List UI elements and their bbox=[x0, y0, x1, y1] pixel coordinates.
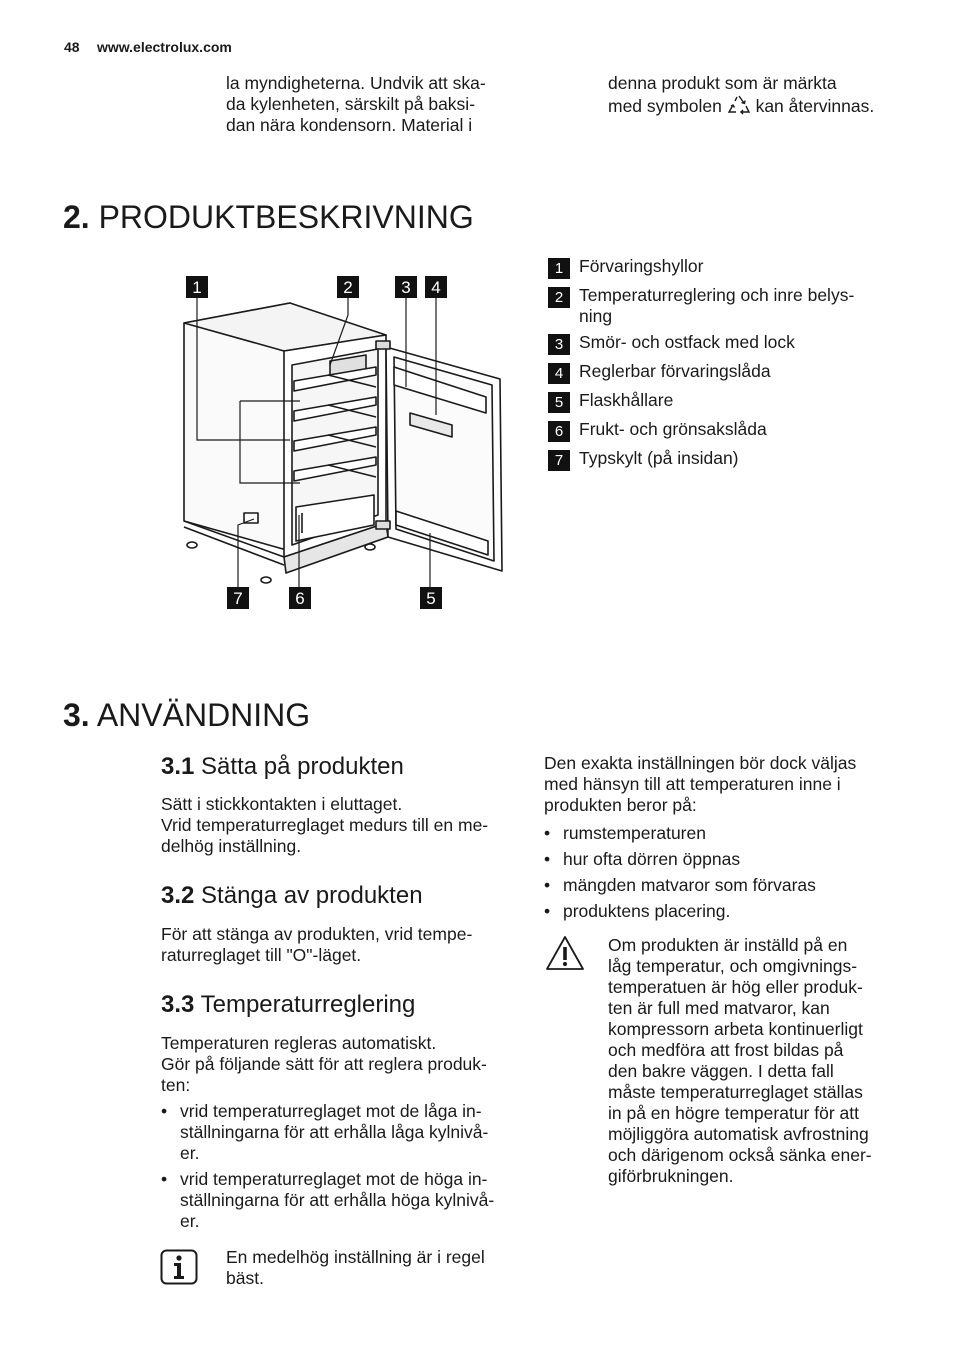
callout-5: 5 bbox=[420, 587, 442, 609]
subsection-3-1-heading: 3.1 Sätta på produkten bbox=[161, 753, 404, 780]
intro-right-text: denna produkt som är märkta med symbolen kan återvinnas. bbox=[608, 73, 875, 116]
subsection-3-2-heading: 3.2 Stänga av produkten bbox=[161, 882, 423, 909]
subsection-3-3-heading: 3.3 Temperaturreglering bbox=[161, 991, 416, 1018]
subsection-3-2-text: För att stänga av produkten, vrid tempe- raturreglaget till "O"-läget. bbox=[161, 924, 473, 965]
page-number: 48 bbox=[64, 39, 80, 55]
warning-icon bbox=[545, 935, 585, 971]
callout-1: 1 bbox=[186, 276, 208, 298]
section-3-heading: 3. ANVÄNDNING bbox=[63, 697, 311, 733]
right-column-text: Den exakta inställningen bör dock väljas med hänsyn till att temperaturen inne i produkten beror på: bbox=[544, 753, 857, 815]
section-2-heading: 2. PRODUKTBESKRIVNING bbox=[63, 199, 474, 235]
info-note: En medelhög inställning är i regel bäst. bbox=[226, 1247, 485, 1288]
fridge-illustration bbox=[180, 275, 520, 615]
subsection-3-1-text: Sätt i stickkontakten i eluttaget. Vrid temperaturreglaget medurs till en me- delhög inställning. bbox=[161, 794, 489, 856]
callout-6: 6 bbox=[289, 587, 311, 609]
callout-4: 4 bbox=[425, 276, 447, 298]
callout-7: 7 bbox=[227, 587, 249, 609]
subsection-3-3-text: Temperaturen regleras automatiskt. Gör på följande sätt för att reglera produk- ten: bbox=[161, 1033, 487, 1095]
intro-left-text: la myndigheterna. Undvik att ska- da kylenheten, särskilt på baksi- dan nära kondensorn. Material i bbox=[226, 73, 486, 135]
callout-2: 2 bbox=[337, 276, 359, 298]
website-url[interactable]: www.electrolux.com bbox=[97, 39, 232, 55]
info-icon bbox=[160, 1249, 198, 1285]
callout-3: 3 bbox=[395, 276, 417, 298]
recycle-icon bbox=[727, 94, 751, 116]
warning-note: Om produkten är inställd på en låg temperatur, och omgivnings- temperatuen är hög eller produk- ten är full med matvaror, kan kompressorn arbeta kontinuerligt och medföra att frost bildas på den bakre väggen. I detta fall måste temperaturreglaget ställas in på en högre temperatur för att möjliggöra automatisk avfrostning och därigenom också sänka ener- giförbrukningen. bbox=[608, 935, 872, 1186]
